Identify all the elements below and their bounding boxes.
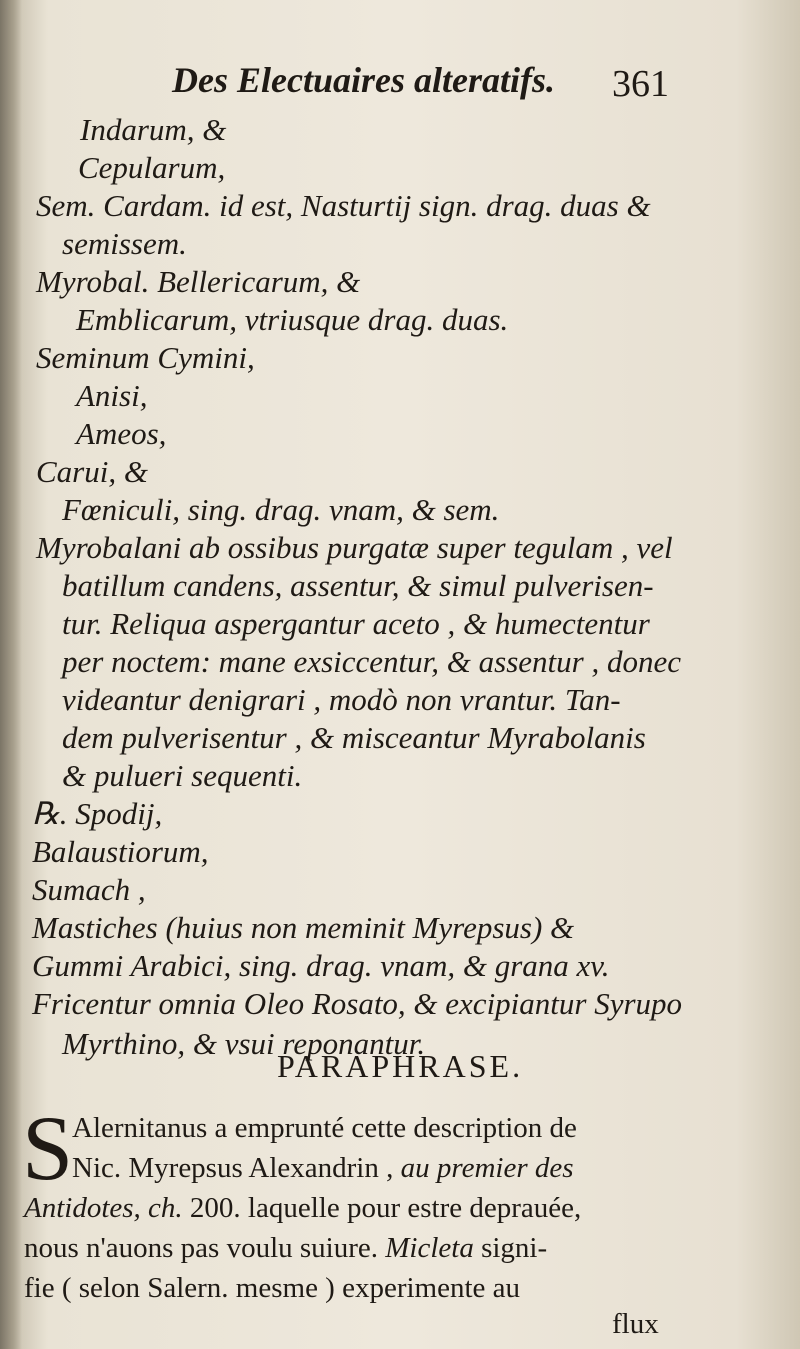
drop-cap: S	[22, 1097, 74, 1199]
paraphrase-line	[24, 1228, 684, 1268]
recipe-line: Fricentur omnia Oleo Rosato, & excipiantur Syrupo	[32, 986, 683, 1021]
recipe-line: Indarum, &	[80, 112, 227, 147]
paraphrase-line: Alernitanus a emprunté cette description de	[72, 1112, 577, 1144]
recipe-line: Emblicarum, vtriusque drag. duas.	[76, 302, 509, 337]
recipe-line: Seminum Cymini,	[36, 340, 255, 375]
paraphrase-italic: au premier des	[400, 1152, 574, 1184]
recipe-line: Balaustiorum,	[32, 834, 209, 869]
recipe-line: Mastiches (huius non meminit Myrepsus) &	[32, 910, 575, 945]
recipe-line: Myrobal. Bellericarum, &	[36, 264, 361, 299]
section-title: PARAPHRASE.	[276, 1048, 524, 1084]
recipe-line: Myrobalani ab ossibus purgatæ super tegulam , vel	[36, 530, 673, 565]
recipe-line: videantur denigrari , modò non vrantur. Tan-	[62, 682, 621, 717]
recipe-line: Cepularum,	[78, 150, 226, 185]
paraphrase-line	[72, 1148, 732, 1188]
page-gutter-shadow	[0, 0, 22, 1349]
running-title: Des Electuaires alteratifs.	[172, 60, 555, 100]
paraphrase-italic: Micleta	[385, 1232, 474, 1264]
recipe-line: per noctem: mane exsiccentur, & assentur , donec	[62, 644, 681, 679]
recipe-line: Ameos,	[76, 416, 167, 451]
recipe-line: Fœniculi, sing. drag. vnam, & sem.	[62, 492, 500, 527]
recipe-line: Anisi,	[76, 378, 148, 413]
recipe-line: Sumach ,	[32, 872, 146, 907]
recipe-line: Sem. Cardam. id est, Nasturtij sign. drag. duas &	[36, 188, 651, 223]
paraphrase-text: signi-	[481, 1232, 548, 1264]
catchword: flux	[612, 1308, 659, 1340]
paraphrase-italic: Antidotes, ch.	[24, 1192, 183, 1224]
recipe-line: Carui, &	[36, 454, 148, 489]
paraphrase-text: 200. laquelle pour estre deprauée,	[189, 1192, 582, 1224]
recipe-line: Myrthino, & vsui reponantur.	[62, 1026, 426, 1061]
recipe-line: Gummi Arabici, sing. drag. vnam, & grana xv.	[32, 948, 610, 983]
paraphrase-line: fie ( selon Salern. mesme ) experimente au	[24, 1272, 521, 1304]
paraphrase-line	[24, 1188, 684, 1228]
page-number: 361	[612, 63, 669, 105]
recipe-line: semissem.	[62, 226, 187, 261]
recipe-line: ℞. Spodij,	[32, 796, 163, 831]
recipe-line: dem pulverisentur , & misceantur Myrabolanis	[62, 720, 646, 755]
paraphrase-text: nous n'auons pas voulu suiure.	[24, 1232, 379, 1264]
recipe-line: & pulueri sequenti.	[62, 758, 303, 793]
recipe-line: batillum candens, assentur, & simul pulverisen-	[62, 568, 654, 603]
recipe-line: tur. Reliqua aspergantur aceto , & humectentur	[62, 606, 650, 641]
paraphrase-text: Nic. Myrepsus Alexandrin ,	[72, 1152, 394, 1184]
